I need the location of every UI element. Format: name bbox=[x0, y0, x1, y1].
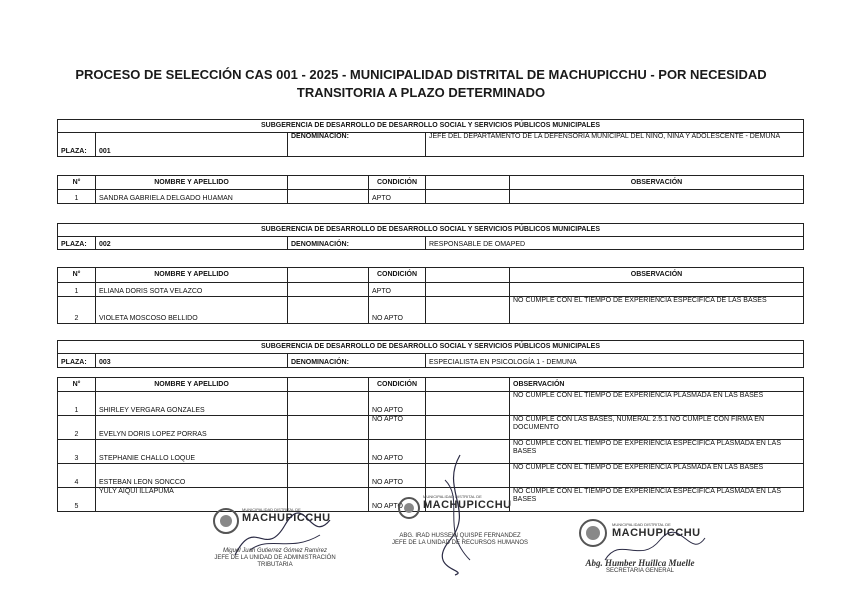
denominacion-value: ESPECIALISTA EN PSICOLOGÍA 1 - DEMUNA bbox=[426, 354, 804, 368]
page-title-line-1: PROCESO DE SELECCIÓN CAS 001 - 2025 - MUNICIPALIDAD DISTRITAL DE MACHUPICCHU - POR NECESIDAD bbox=[75, 67, 767, 82]
signer-role: JEFE DE LA UNIDAD DE ADMINISTRACIÓN TRIBUTARIA bbox=[214, 555, 336, 568]
row-observacion: NO CUMPLE CON EL TIEMPO DE EXPERIENCIA PLASMADA EN LAS BASES bbox=[510, 464, 804, 488]
page-title-line-2: TRANSITORIA A PLAZO DETERMINADO bbox=[296, 85, 546, 100]
section-area: SUBGERENCIA DE DESARROLLO DE DESARROLLO SOCIAL Y SERVICIOS PÚBLICOS MUNICIPALES bbox=[58, 120, 804, 133]
row-nombre: EVELYN DORIS LOPEZ PORRAS bbox=[96, 416, 288, 440]
row-condicion: APTO bbox=[369, 283, 426, 297]
row-condicion: NO APTO bbox=[369, 297, 426, 324]
logo-text: MUNICIPALIDAD DISTRITAL DE MACHUPICCHU bbox=[612, 522, 701, 539]
col-condicion: CONDICIÓN bbox=[369, 176, 426, 190]
plaza-label: PLAZA: bbox=[58, 237, 96, 250]
row-condicion: NO APTO bbox=[369, 440, 426, 464]
row-observacion: NO CUMPLE CON EL TIEMPO DE EXPERIENCIA ESPECIFICA PLASMADA EN LAS BASES bbox=[510, 488, 804, 512]
signer-name: ABG. IRAD HUSSEIN QUISPE FERNANDEZ bbox=[399, 533, 521, 539]
plaza-label: PLAZA: bbox=[58, 354, 96, 368]
row-observacion: NO CUMPLE CON EL TIEMPO DE EXPERIENCIA PLASMADA EN LAS BASES bbox=[510, 392, 804, 416]
col-condicion: CONDICIÓN bbox=[369, 268, 426, 283]
col-observacion: OBSERVACIÓN bbox=[510, 268, 804, 283]
plaza-label: PLAZA: bbox=[58, 133, 96, 157]
col-empty bbox=[426, 176, 510, 190]
plaza-value: 003 bbox=[96, 354, 288, 368]
section-area: SUBGERENCIA DE DESARROLLO DE DESARROLLO SOCIAL Y SERVICIOS PÚBLICOS MUNICIPALES bbox=[58, 341, 804, 354]
denominacion-value: RESPONSABLE DE OMAPED bbox=[426, 237, 804, 250]
denominacion-label: DENOMINACIÓN: bbox=[288, 354, 426, 368]
col-nombre: NOMBRE Y APELLIDO bbox=[96, 176, 288, 190]
row-condicion: NO APTO bbox=[369, 392, 426, 416]
signature-scribble-2 bbox=[430, 450, 490, 580]
denominacion-value: JEFE DEL DEPARTAMENTO DE LA DEFENSORÍA MUNICIPAL DEL NIÑO, NIÑA Y ADOLESCENTE - DEMUNA bbox=[426, 133, 804, 157]
denominacion-label: DENOMINACIÓN: bbox=[288, 133, 426, 157]
col-observacion: OBSERVACIÓN bbox=[510, 378, 804, 392]
table-row bbox=[58, 190, 804, 204]
col-n: N° bbox=[58, 378, 96, 392]
table-row bbox=[58, 416, 804, 440]
row-nombre: YULY AIQUI ILLAPUMA bbox=[96, 488, 288, 512]
denominacion-label: DENOMINACIÓN: bbox=[288, 237, 426, 250]
table-row bbox=[58, 392, 804, 416]
row-nombre: ELIANA DORIS SOTA VELAZCO bbox=[96, 283, 288, 297]
signer-role: SECRETARIA GENERAL bbox=[606, 568, 674, 574]
row-observacion bbox=[510, 283, 804, 297]
row-observacion: NO CUMPLE CON EL TIEMPO DE EXPERIENCIA ESPECIFICA DE LAS BASES bbox=[510, 297, 804, 324]
section-2-header bbox=[57, 223, 804, 250]
row-nombre: STEPHANIE CHALLO LOQUE bbox=[96, 440, 288, 464]
municipal-seal-icon bbox=[397, 496, 421, 520]
signer-name: Abg. Humber Huillca Muelle bbox=[585, 558, 695, 568]
logo-text: MUNICIPALIDAD DISTRITAL DE MACHUPICCHU bbox=[242, 507, 331, 524]
section-1-candidates bbox=[57, 175, 804, 204]
signer-name: Miguel Juan Gutierrez Gómez Ramírez bbox=[222, 548, 328, 554]
row-number: 5 bbox=[58, 488, 96, 512]
row-observacion: NO CUMPLE CON LAS BASES, NUMERAL 2.5.1 NO CUMPLE CON FIRMA EN DOCUMENTO bbox=[510, 416, 804, 440]
row-nombre: SANDRA GABRIELA DELGADO HUAMAN bbox=[96, 190, 288, 204]
section-1-header bbox=[57, 119, 804, 157]
row-observacion: NO CUMPLE CON EL TIEMPO DE EXPERIENCIA ESPECIFICA PLASMADA EN LAS BASES bbox=[510, 440, 804, 464]
section-3-header bbox=[57, 340, 804, 368]
row-observacion bbox=[510, 190, 804, 204]
plaza-value: 002 bbox=[96, 237, 288, 250]
row-number: 3 bbox=[58, 440, 96, 464]
signer-role: JEFE DE LA UNIDAD DE RECURSOS HUMANOS bbox=[391, 540, 529, 546]
row-number: 4 bbox=[58, 464, 96, 488]
row-condicion: NO APTO bbox=[369, 416, 426, 440]
section-area: SUBGERENCIA DE DESARROLLO DE DESARROLLO SOCIAL Y SERVICIOS PÚBLICOS MUNICIPALES bbox=[58, 224, 804, 237]
col-n: N° bbox=[58, 176, 96, 190]
row-condicion: NO APTO bbox=[369, 464, 426, 488]
col-nombre: NOMBRE Y APELLIDO bbox=[96, 378, 288, 392]
signature-block-3 bbox=[565, 558, 715, 575]
row-nombre: VIOLETA MOSCOSO BELLIDO bbox=[96, 297, 288, 324]
logo-text: MUNICIPALIDAD DISTRITAL DE MACHUPICCHU bbox=[423, 494, 512, 511]
table-row bbox=[58, 297, 804, 324]
row-number: 1 bbox=[58, 190, 96, 204]
plaza-value: 001 bbox=[96, 133, 288, 157]
col-observacion: OBSERVACIÓN bbox=[510, 176, 804, 190]
row-number: 2 bbox=[58, 416, 96, 440]
table-row bbox=[58, 283, 804, 297]
col-n: N° bbox=[58, 268, 96, 283]
row-number: 1 bbox=[58, 283, 96, 297]
col-nombre: NOMBRE Y APELLIDO bbox=[96, 268, 288, 283]
row-condicion: NO APTO bbox=[369, 488, 426, 512]
section-2-candidates bbox=[57, 267, 804, 324]
signature-block-1 bbox=[200, 548, 350, 569]
col-condicion: CONDICIÓN bbox=[369, 378, 426, 392]
row-number: 2 bbox=[58, 297, 96, 324]
col-empty bbox=[288, 176, 369, 190]
row-nombre: ESTEBAN LEON SONCCO bbox=[96, 464, 288, 488]
signature-block-2 bbox=[385, 533, 535, 547]
row-number: 1 bbox=[58, 392, 96, 416]
row-condicion: APTO bbox=[369, 190, 426, 204]
row-nombre: SHIRLEY VERGARA GONZALES bbox=[96, 392, 288, 416]
